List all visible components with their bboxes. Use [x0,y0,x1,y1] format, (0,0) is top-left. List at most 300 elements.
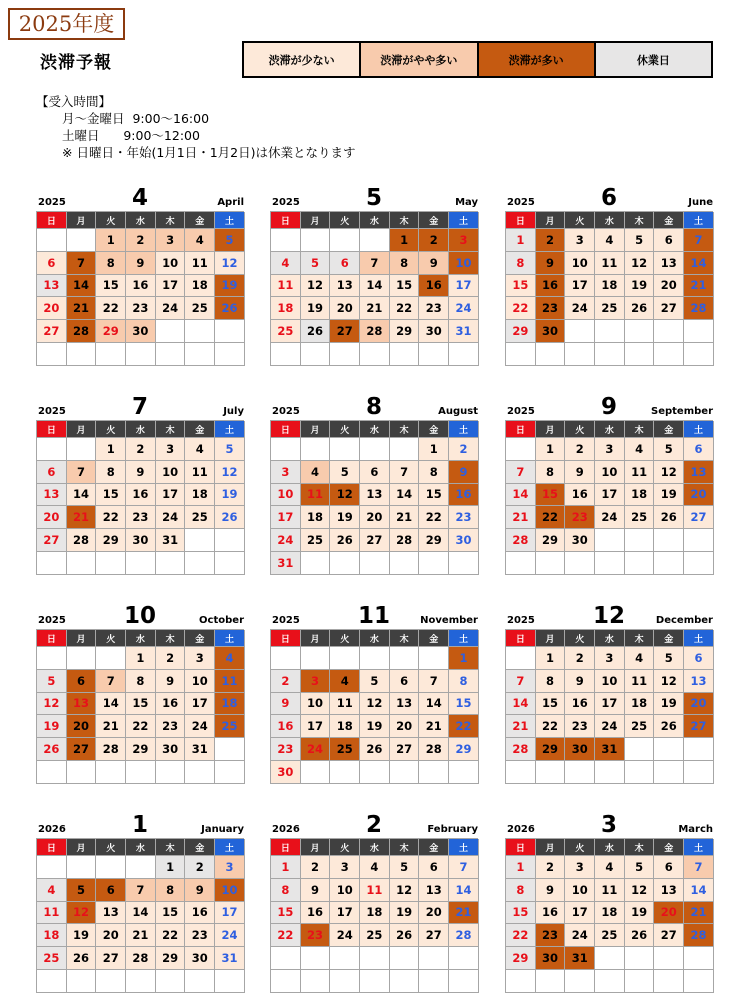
weekday-header: 水 [595,212,625,229]
calendar-day: 18 [185,275,215,298]
calendar-day: 8 [419,461,449,484]
month-name-en: January [201,824,244,835]
weekday-header: 土 [215,421,245,438]
empty-cell [595,947,625,970]
empty-cell [419,647,449,670]
empty-cell [96,552,126,575]
calendar-day: 17 [156,275,186,298]
calendar-day: 3 [449,229,479,252]
calendar-day: 23 [271,738,301,761]
calendar-day: 19 [360,715,390,738]
empty-cell [419,947,449,970]
calendar-day: 29 [390,320,420,343]
calendar-day: 1 [506,856,536,879]
calendar-day: 26 [625,924,655,947]
calendar-day: 13 [37,484,67,507]
weekday-header: 火 [330,212,360,229]
calendar-day: 24 [330,924,360,947]
calendar-day: 15 [390,275,420,298]
empty-cell [67,229,97,252]
calendar-day: 10 [156,252,186,275]
calendar-day: 11 [37,902,67,925]
month-grid [505,211,713,366]
page-title: 渋滞予報 [40,53,112,73]
calendar-day: 12 [301,275,331,298]
weekday-header: 水 [126,212,156,229]
calendar-day: 22 [506,924,536,947]
calendar-day: 3 [156,229,186,252]
weekday-header: 木 [625,630,655,647]
weekday-header: 水 [595,839,625,856]
calendar-day: 11 [625,670,655,693]
calendar-day: 3 [215,856,245,879]
weekday-header: 金 [654,212,684,229]
weekday-header: 月 [67,630,97,647]
empty-cell [215,552,245,575]
calendar-day: 6 [37,252,67,275]
calendar-day: 24 [271,529,301,552]
calendar-day: 22 [96,297,126,320]
calendar-day: 12 [215,252,245,275]
calendar-day: 6 [37,461,67,484]
empty-cell [156,970,186,993]
weekday-header: 月 [67,839,97,856]
month-grid [270,629,478,784]
calendar-day: 28 [67,320,97,343]
month-calendar-2025-8 [270,393,478,575]
calendar-day: 31 [449,320,479,343]
calendar-day: 15 [536,484,566,507]
calendar-day: 15 [96,275,126,298]
calendar-day: 10 [449,252,479,275]
calendar-day: 12 [390,879,420,902]
calendar-day: 2 [301,856,331,879]
calendar-day: 14 [684,252,714,275]
weekday-header: 火 [330,839,360,856]
empty-cell [37,552,67,575]
calendar-day: 14 [506,693,536,716]
calendar-day: 13 [654,879,684,902]
calendar-day: 28 [506,529,536,552]
legend-medium: 渋滞がやや多い [361,43,478,76]
calendar-day: 12 [37,693,67,716]
weekday-header: 金 [419,421,449,438]
calendar-day: 19 [215,275,245,298]
month-header [36,184,244,211]
calendar-day: 1 [156,856,186,879]
empty-cell [360,761,390,784]
calendar-day: 22 [536,715,566,738]
month-name-en: September [651,406,713,417]
calendar-day: 8 [506,252,536,275]
empty-cell [156,320,186,343]
weekday-header: 木 [390,212,420,229]
calendar-day: 19 [625,902,655,925]
calendar-day: 7 [684,229,714,252]
empty-cell [360,229,390,252]
calendar-day: 29 [506,947,536,970]
weekday-header: 日 [506,212,536,229]
empty-cell [37,343,67,366]
empty-cell [360,647,390,670]
calendar-day: 6 [419,856,449,879]
weekday-header: 火 [565,421,595,438]
empty-cell [37,647,67,670]
empty-cell [126,856,156,879]
empty-cell [271,947,301,970]
calendar-day: 16 [419,275,449,298]
calendar-day: 10 [595,461,625,484]
month-year: 2025 [38,406,66,417]
calendar-day: 10 [271,484,301,507]
empty-cell [506,552,536,575]
calendar-day: 9 [126,252,156,275]
month-name-en: June [688,197,713,208]
empty-cell [625,343,655,366]
empty-cell [654,552,684,575]
empty-cell [301,229,331,252]
calendar-day: 10 [156,461,186,484]
calendar-day: 11 [301,484,331,507]
calendar-day: 24 [301,738,331,761]
calendar-day: 18 [625,693,655,716]
calendar-day: 15 [96,484,126,507]
calendar-day: 16 [126,484,156,507]
calendar-day: 13 [330,275,360,298]
empty-cell [37,970,67,993]
calendar-day: 22 [449,715,479,738]
calendar-day: 13 [37,275,67,298]
calendar-day: 27 [37,320,67,343]
weekday-header: 月 [301,421,331,438]
calendar-day: 20 [360,506,390,529]
month-calendar-2026-1 [36,811,244,993]
empty-cell [595,970,625,993]
empty-cell [67,343,97,366]
month-grid [36,629,244,784]
calendar-day: 7 [506,461,536,484]
calendar-day: 18 [215,693,245,716]
calendar-day: 18 [301,506,331,529]
calendar-day: 31 [156,529,186,552]
empty-cell [360,438,390,461]
weekday-header: 金 [419,630,449,647]
calendar-day: 30 [565,738,595,761]
legend-low: 渋滞が少ない [244,43,361,76]
weekday-header: 木 [390,421,420,438]
empty-cell [360,947,390,970]
calendar-day: 19 [330,506,360,529]
empty-cell [185,529,215,552]
reception-heading: 【受入時間】 [36,94,112,109]
calendar-day: 13 [67,693,97,716]
month-year: 2025 [272,197,300,208]
calendar-day: 26 [625,297,655,320]
calendar-day: 7 [506,670,536,693]
calendar-day: 8 [156,879,186,902]
calendar-day: 4 [185,438,215,461]
calendar-day: 26 [301,320,331,343]
calendar-day: 2 [271,670,301,693]
calendar-day: 21 [67,506,97,529]
calendar-day: 11 [185,252,215,275]
calendar-day: 4 [185,229,215,252]
calendar-day: 25 [301,529,331,552]
empty-cell [215,761,245,784]
calendar-day: 3 [156,438,186,461]
calendar-day: 9 [271,693,301,716]
month-year: 2026 [507,824,535,835]
weekday-header: 水 [126,421,156,438]
weekday-header: 火 [96,630,126,647]
calendar-day: 6 [684,438,714,461]
calendar-day: 13 [96,902,126,925]
calendar-day: 9 [449,461,479,484]
empty-cell [390,343,420,366]
calendar-day: 24 [449,297,479,320]
empty-cell [126,552,156,575]
calendar-day: 16 [536,275,566,298]
weekday-header: 日 [506,421,536,438]
month-name-en: October [199,615,244,626]
month-calendar-2025-10 [36,602,244,784]
month-header [505,393,713,420]
calendar-day: 2 [185,856,215,879]
calendar-day: 31 [595,738,625,761]
empty-cell [684,320,714,343]
empty-cell [301,438,331,461]
empty-cell [126,343,156,366]
calendar-day: 5 [301,252,331,275]
weekday-header: 水 [126,839,156,856]
calendar-day: 14 [449,879,479,902]
weekday-header: 日 [271,421,301,438]
calendar-day: 6 [390,670,420,693]
calendar-day: 26 [215,297,245,320]
calendar-day: 19 [37,715,67,738]
calendar-day: 26 [215,506,245,529]
calendar-day: 30 [536,320,566,343]
empty-cell [185,970,215,993]
empty-cell [506,761,536,784]
empty-cell [37,438,67,461]
month-calendar-2025-6 [505,184,713,366]
calendar-day: 7 [449,856,479,879]
weekday-header: 火 [565,212,595,229]
calendar-day: 16 [185,902,215,925]
calendar-day: 17 [330,902,360,925]
calendar-day: 5 [654,438,684,461]
calendar-day: 27 [37,529,67,552]
calendar-day: 21 [360,297,390,320]
empty-cell [565,761,595,784]
weekday-header: 金 [654,421,684,438]
calendar-day: 28 [506,738,536,761]
calendar-day: 4 [37,879,67,902]
calendar-day: 14 [506,484,536,507]
calendar-day: 31 [565,947,595,970]
calendar-day: 2 [126,229,156,252]
calendar-day: 8 [96,461,126,484]
empty-cell [67,552,97,575]
empty-cell [96,761,126,784]
weekday-header: 土 [215,212,245,229]
calendar-day: 29 [506,320,536,343]
empty-cell [654,738,684,761]
calendar-day: 7 [390,461,420,484]
month-header [36,811,244,838]
calendar-day: 1 [419,438,449,461]
calendar-day: 2 [126,438,156,461]
calendar-day: 24 [215,924,245,947]
calendar-day: 19 [654,693,684,716]
weekday-header: 木 [156,212,186,229]
empty-cell [506,647,536,670]
empty-cell [595,529,625,552]
weekday-header: 木 [625,839,655,856]
calendar-day: 29 [536,738,566,761]
empty-cell [449,761,479,784]
calendar-day: 20 [390,715,420,738]
weekday-header: 火 [330,421,360,438]
calendar-day: 1 [96,438,126,461]
calendar-day: 15 [449,693,479,716]
closure-note: ※ 日曜日・年始(1月1日・1月2日)は休業となります [62,145,356,160]
empty-cell [419,552,449,575]
calendar-day: 16 [565,693,595,716]
calendar-day: 20 [37,297,67,320]
calendar-day: 29 [96,529,126,552]
calendar-day: 19 [625,275,655,298]
empty-cell [506,343,536,366]
empty-cell [654,343,684,366]
calendar-day: 19 [215,484,245,507]
empty-cell [301,947,331,970]
empty-cell [449,970,479,993]
calendar-day: 10 [565,879,595,902]
empty-cell [390,647,420,670]
calendar-day: 21 [506,715,536,738]
empty-cell [96,647,126,670]
calendar-day: 15 [271,902,301,925]
empty-cell [506,438,536,461]
calendar-day: 11 [330,693,360,716]
calendar-day: 30 [126,529,156,552]
calendar-day: 18 [271,297,301,320]
calendar-day: 24 [156,506,186,529]
calendar-day: 22 [126,715,156,738]
month-calendar-2025-11 [270,602,478,784]
calendar-day: 14 [360,275,390,298]
empty-cell [625,320,655,343]
empty-cell [37,761,67,784]
calendar-day: 1 [449,647,479,670]
empty-cell [536,552,566,575]
calendar-day: 17 [565,275,595,298]
calendar-day: 17 [215,902,245,925]
empty-cell [595,761,625,784]
month-year: 2026 [272,824,300,835]
calendar-day: 26 [654,506,684,529]
calendar-day: 2 [536,229,566,252]
month-name-en: December [655,615,713,626]
calendar-day: 27 [67,738,97,761]
calendar-day: 24 [565,297,595,320]
calendar-day: 20 [684,484,714,507]
calendar-day: 4 [625,647,655,670]
month-grid [505,420,713,575]
weekday-header: 金 [419,839,449,856]
weekday-header: 金 [654,630,684,647]
calendar-day: 27 [96,947,126,970]
calendar-day: 3 [595,647,625,670]
empty-cell [330,647,360,670]
calendar-day: 10 [301,693,331,716]
empty-cell [185,343,215,366]
weekday-header: 日 [37,839,67,856]
calendar-day: 21 [506,506,536,529]
month-grid [36,211,244,366]
calendar-day: 28 [419,738,449,761]
empty-cell [654,761,684,784]
calendar-day: 11 [625,461,655,484]
calendar-day: 16 [449,484,479,507]
month-number: 5 [365,185,382,211]
weekday-header: 土 [684,839,714,856]
calendar-day: 29 [536,529,566,552]
empty-cell [215,529,245,552]
calendar-day: 5 [37,670,67,693]
calendar-day: 1 [536,438,566,461]
empty-cell [536,343,566,366]
calendar-day: 14 [67,275,97,298]
calendar-day: 25 [330,738,360,761]
weekday-header: 水 [595,421,625,438]
month-name-en: August [438,406,478,417]
calendar-day: 2 [536,856,566,879]
calendar-day: 23 [126,506,156,529]
weekday-header: 月 [536,839,566,856]
calendar-day: 7 [360,252,390,275]
calendar-day: 9 [419,252,449,275]
calendar-day: 1 [271,856,301,879]
empty-cell [96,856,126,879]
calendar-day: 23 [449,506,479,529]
empty-cell [625,761,655,784]
empty-cell [67,761,97,784]
weekday-header: 木 [390,630,420,647]
calendar-day: 17 [565,902,595,925]
calendar-day: 13 [390,693,420,716]
calendar-day: 5 [654,647,684,670]
calendar-day: 23 [565,715,595,738]
weekday-header: 日 [506,839,536,856]
calendar-day: 9 [565,461,595,484]
calendar-day: 31 [215,947,245,970]
calendar-day: 17 [156,484,186,507]
calendar-day: 11 [360,879,390,902]
month-year: 2025 [272,615,300,626]
calendar-day: 19 [654,484,684,507]
calendar-day: 5 [625,229,655,252]
calendar-day: 30 [156,738,186,761]
weekday-header: 金 [185,421,215,438]
calendar-day: 21 [449,902,479,925]
calendar-day: 3 [271,461,301,484]
calendar-day: 15 [156,902,186,925]
month-grid [36,838,244,993]
calendar-day: 25 [185,297,215,320]
